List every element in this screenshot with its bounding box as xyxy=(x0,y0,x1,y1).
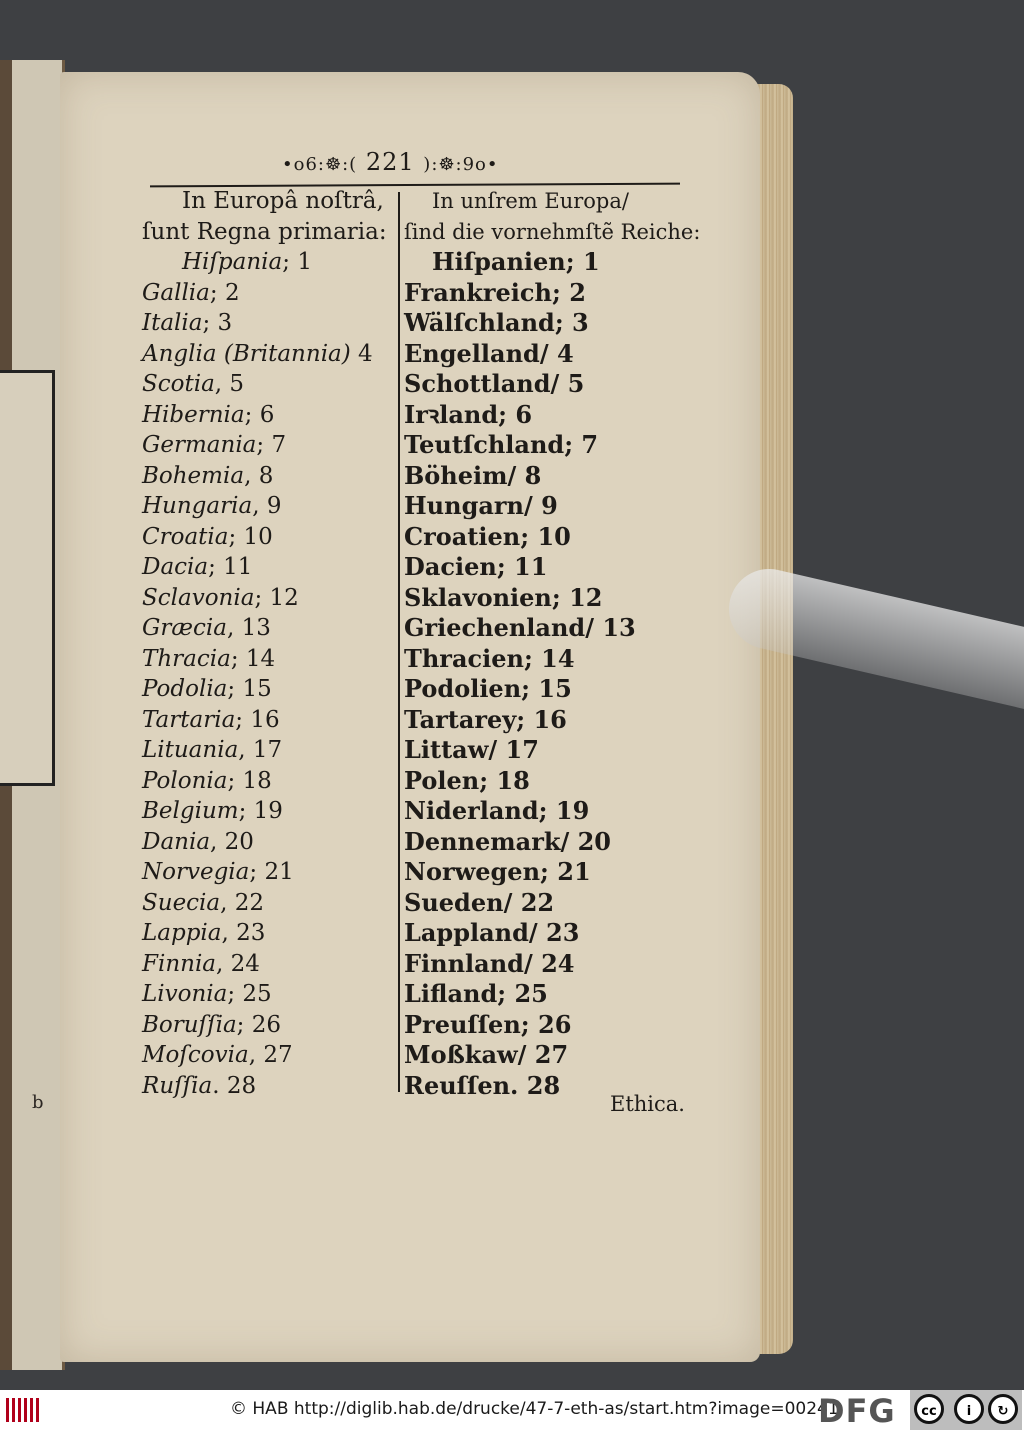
german-entry-name: Frankreich xyxy=(404,277,552,307)
latin-list xyxy=(142,247,392,1101)
german-entry-separator: / xyxy=(539,338,549,368)
german-entry xyxy=(404,247,694,278)
german-entry-name: Thracien xyxy=(404,643,524,673)
german-entry-name: Lappland xyxy=(404,918,529,947)
latin-entry xyxy=(142,278,392,309)
column-divider xyxy=(398,192,400,1092)
latin-entry-number: 15 xyxy=(242,676,272,702)
latin-entry-number: 14 xyxy=(245,645,276,672)
german-entry-separator: . xyxy=(510,1070,519,1100)
german-entry-separator: / xyxy=(585,613,594,642)
german-entry-number: 15 xyxy=(538,674,572,703)
latin-entry-number: 8 xyxy=(258,462,274,489)
german-entry-name: Irꝛland xyxy=(404,399,499,429)
german-entry-name: Sklavonien xyxy=(404,582,552,612)
latin-entry-number: 13 xyxy=(241,615,271,641)
latin-entry-number: 23 xyxy=(236,920,266,946)
latin-entry-separator: ; xyxy=(249,859,258,885)
page-number: 221 xyxy=(365,148,415,176)
german-entry-separator: ; xyxy=(554,308,564,337)
latin-entry-number: 2 xyxy=(224,279,240,306)
latin-entry-name: Moſcovia xyxy=(142,1042,249,1068)
german-entry-name: Preuſſen xyxy=(404,1009,521,1039)
footer-credit: © HAB http://diglib.hab.de/drucke/47-7-eth-as/start.htm?image=00241 xyxy=(230,1399,839,1419)
german-entry-number: 1 xyxy=(582,247,600,276)
latin-entry-name: Germania xyxy=(142,432,257,458)
facing-page-map-fragment xyxy=(0,370,55,786)
latin-entry xyxy=(142,522,392,553)
latin-entry-name: Anglia (Britannia) xyxy=(142,340,351,367)
latin-entry-number: 3 xyxy=(217,310,233,336)
german-entry-name: Norwegen xyxy=(404,857,541,886)
german-entry-separator: ; xyxy=(520,1009,530,1039)
german-entry xyxy=(404,400,694,431)
german-entry-separator: ; xyxy=(551,582,561,612)
german-entry-number: 10 xyxy=(537,521,571,551)
german-entry-number: 20 xyxy=(577,826,611,856)
latin-entry xyxy=(142,644,392,675)
latin-entry-name: Podolia xyxy=(142,676,228,702)
cc-icon: cc xyxy=(914,1394,944,1424)
latin-entry-separator: ; xyxy=(209,279,218,306)
german-entry-number: 24 xyxy=(541,948,575,978)
latin-heading-1: In Europâ noſtrâ, xyxy=(182,188,384,214)
german-column xyxy=(404,186,701,1101)
latin-entry-number: 6 xyxy=(259,401,275,428)
german-entry-separator: ; xyxy=(521,674,531,703)
latin-entry-separator: ; xyxy=(227,981,236,1007)
latin-entry xyxy=(142,674,392,705)
german-entry-name: Sueden xyxy=(404,887,504,917)
latin-entry xyxy=(142,918,392,949)
german-entry xyxy=(404,918,694,949)
latin-entry-name: Boruſſia xyxy=(142,1011,237,1038)
german-entry-separator: ; xyxy=(565,247,575,276)
latin-entry xyxy=(142,796,392,827)
latin-entry-number: 28 xyxy=(226,1072,257,1099)
german-entry-separator: ; xyxy=(479,765,489,795)
latin-entry xyxy=(142,857,392,888)
latin-entry xyxy=(142,308,392,339)
latin-entry-number: 4 xyxy=(358,340,373,367)
latin-entry xyxy=(142,827,392,858)
latin-entry xyxy=(142,583,392,614)
latin-entry xyxy=(142,949,392,980)
latin-entry xyxy=(142,979,392,1010)
latin-entry-number: 12 xyxy=(269,584,299,611)
latin-entry xyxy=(142,888,392,919)
german-entry-separator: ; xyxy=(538,796,548,825)
german-entry xyxy=(404,979,694,1010)
german-entry xyxy=(404,522,694,553)
latin-entry-separator: , xyxy=(244,462,252,489)
german-entry xyxy=(404,308,694,339)
german-entry-separator: / xyxy=(560,826,570,856)
german-entry xyxy=(404,796,694,827)
german-entry-name: Croatien xyxy=(404,521,521,551)
latin-entry-name: Gallia xyxy=(142,279,210,306)
german-entry-number: 7 xyxy=(581,430,599,459)
german-entry-number: 27 xyxy=(534,1040,569,1069)
german-entry-separator: / xyxy=(488,735,498,764)
latin-entry xyxy=(142,705,392,736)
german-entry xyxy=(404,705,694,736)
german-entry-name: Podolien xyxy=(404,674,522,703)
german-list xyxy=(404,247,694,1101)
latin-entry-number: 25 xyxy=(242,981,272,1007)
german-entry-number: 25 xyxy=(514,979,548,1008)
latin-entry-separator: ; xyxy=(244,401,253,428)
latin-entry-separator: , xyxy=(238,737,246,763)
german-entry-name: Schottland xyxy=(404,369,551,398)
german-entry xyxy=(404,888,694,919)
latin-entry-separator: ; xyxy=(235,706,244,733)
latin-entry-separator: , xyxy=(252,493,260,519)
german-entry-number: 19 xyxy=(555,796,590,825)
german-entry-separator: ; xyxy=(564,430,574,459)
by-icon: i xyxy=(954,1394,984,1424)
latin-entry xyxy=(142,339,392,370)
latin-entry-name: Livonia xyxy=(142,981,228,1007)
latin-entry-name: Norvegia xyxy=(142,859,250,885)
latin-entry-name: Hibernia xyxy=(142,401,245,428)
latin-entry xyxy=(142,552,392,583)
german-entry xyxy=(404,491,694,522)
catchword: Ethica. xyxy=(610,1092,685,1116)
german-entry xyxy=(404,949,694,980)
latin-entry-name: Dania xyxy=(142,828,211,855)
german-entry-name: Finnland xyxy=(404,948,524,978)
latin-entry-separator: ; xyxy=(230,645,239,672)
latin-entry-name: Lituania xyxy=(142,737,239,763)
header-ornament-left: •o6:☸:( xyxy=(282,154,358,175)
german-entry-name: Dennemark xyxy=(404,826,561,856)
german-entry-separator: / xyxy=(528,918,538,947)
latin-entry-separator: , xyxy=(210,828,218,855)
german-entry-number: 16 xyxy=(533,704,567,734)
latin-entry-separator: , xyxy=(221,920,229,946)
german-entry-number: 3 xyxy=(572,308,589,337)
latin-column xyxy=(142,186,392,1101)
latin-entry-name: Scotia xyxy=(142,371,215,397)
latin-entry-number: 11 xyxy=(223,554,253,580)
german-entry-name: Lifland xyxy=(404,979,498,1008)
latin-entry-number: 7 xyxy=(271,432,287,458)
german-entry-number: 9 xyxy=(541,491,558,520)
latin-entry-separator: , xyxy=(216,950,224,977)
latin-entry-separator: ; xyxy=(256,432,265,458)
german-entry-number: 2 xyxy=(569,277,586,307)
latin-entry-separator: ; xyxy=(208,554,216,580)
german-entry-separator: / xyxy=(523,948,533,978)
german-entry-name: Niderland xyxy=(404,796,539,825)
latin-entry-name: Dacia xyxy=(142,554,209,580)
latin-entry-number: 19 xyxy=(253,798,283,824)
latin-entry-number: 16 xyxy=(250,706,280,733)
latin-entry-separator: ; xyxy=(228,523,237,550)
german-entry-number: 4 xyxy=(556,338,574,368)
latin-entry-name: Ruſſia xyxy=(142,1072,213,1099)
latin-entry-separator: , xyxy=(248,1042,257,1068)
german-entry-name: Teutſchland xyxy=(404,430,565,459)
german-entry-number: 26 xyxy=(538,1009,572,1039)
german-entry xyxy=(404,613,694,644)
german-entry-separator: / xyxy=(503,887,513,917)
german-entry xyxy=(404,674,694,705)
latin-entry xyxy=(142,369,392,400)
latin-entry-number: 17 xyxy=(252,737,283,763)
latin-entry-name: Sclavonia xyxy=(142,584,255,611)
german-entry-separator: ; xyxy=(498,399,508,429)
german-entry xyxy=(404,827,694,858)
latin-entry-number: 20 xyxy=(224,828,254,855)
latin-entry xyxy=(142,1010,392,1041)
german-entry-number: 6 xyxy=(515,399,533,429)
german-entry-number: 18 xyxy=(496,765,530,795)
german-entry-separator: / xyxy=(550,369,560,398)
german-entry-number: 21 xyxy=(557,857,591,886)
latin-entry-name: Bohemia xyxy=(142,462,245,489)
german-entry-separator: / xyxy=(507,460,517,490)
latin-entry xyxy=(142,1040,392,1071)
header-ornament-right: ):☸:9o• xyxy=(423,154,499,175)
german-entry-separator: / xyxy=(524,491,533,520)
german-entry-separator: ; xyxy=(520,521,530,551)
german-entry-name: Reuſſen xyxy=(404,1070,511,1100)
latin-entry-separator: , xyxy=(226,615,235,641)
latin-entry xyxy=(142,247,392,278)
latin-entry-separator: , xyxy=(214,371,223,397)
german-entry xyxy=(404,461,694,492)
latin-entry-number: 21 xyxy=(264,859,294,885)
latin-entry-separator: . xyxy=(212,1072,220,1099)
latin-entry-separator: ; xyxy=(236,1011,245,1038)
latin-entry xyxy=(142,613,392,644)
latin-entry-number: 10 xyxy=(243,523,273,550)
german-entry-separator: ; xyxy=(551,277,561,307)
german-entry xyxy=(404,857,694,888)
latin-entry-separator: ; xyxy=(254,584,263,611)
german-entry-name: Böheim xyxy=(404,460,508,490)
german-entry-separator: ; xyxy=(523,643,533,673)
german-entry-separator: / xyxy=(517,1040,527,1069)
german-entry xyxy=(404,552,694,583)
latin-entry xyxy=(142,1071,392,1102)
latin-entry-number: 27 xyxy=(263,1042,293,1068)
latin-entry-name: Lappia xyxy=(142,920,222,946)
german-entry-number: 17 xyxy=(505,735,539,764)
german-entry xyxy=(404,1040,694,1071)
german-entry-name: Dacien xyxy=(404,552,497,581)
latin-entry-number: 22 xyxy=(234,889,265,916)
german-entry-name: Tartarey xyxy=(404,704,517,734)
german-entry xyxy=(404,339,694,370)
latin-entry-number: 5 xyxy=(229,371,245,397)
footer-bar xyxy=(0,1390,1024,1430)
german-entry-name: Polen xyxy=(404,765,480,795)
latin-entry xyxy=(142,491,392,522)
german-entry-name: Hiſpanien xyxy=(432,247,566,276)
german-entry xyxy=(404,369,694,400)
latin-entry xyxy=(142,400,392,431)
latin-entry-separator: ; xyxy=(238,798,247,824)
german-heading-1: In unſrem Europa/ xyxy=(432,189,629,213)
german-entry-separator: ; xyxy=(496,552,506,581)
latin-entry-name: Hungaria xyxy=(142,493,253,519)
latin-entry-number: 24 xyxy=(230,950,260,977)
sa-icon: ↻ xyxy=(988,1394,1018,1424)
latin-entry xyxy=(142,766,392,797)
german-entry-number: 5 xyxy=(567,369,585,398)
latin-entry-separator: ; xyxy=(227,767,236,794)
latin-entry xyxy=(142,461,392,492)
german-entry xyxy=(404,278,694,309)
latin-entry-number: 26 xyxy=(251,1011,281,1038)
german-entry-name: Hungarn xyxy=(404,491,524,520)
latin-entry-separator: ; xyxy=(227,676,236,702)
latin-entry xyxy=(142,735,392,766)
latin-entry-name: Græcia xyxy=(142,615,227,641)
german-entry-name: Griechenland xyxy=(404,613,586,642)
german-entry xyxy=(404,1010,694,1041)
latin-entry-number: 1 xyxy=(297,249,312,275)
german-entry-name: Littaw xyxy=(404,735,489,764)
latin-entry-separator: , xyxy=(220,889,228,916)
latin-entry-name: Hiſpania xyxy=(182,249,283,275)
german-entry xyxy=(404,735,694,766)
german-entry-separator: ; xyxy=(516,704,526,734)
german-entry xyxy=(404,644,694,675)
german-entry xyxy=(404,766,694,797)
german-entry xyxy=(404,430,694,461)
german-entry-number: 23 xyxy=(546,918,580,947)
facing-page-letter: b xyxy=(32,1092,44,1113)
latin-entry-separator: ; xyxy=(202,310,211,336)
hab-logo-icon xyxy=(6,1398,40,1422)
latin-entry-number: 18 xyxy=(242,767,272,794)
latin-heading-2: ſunt Regna primaria: xyxy=(142,218,387,245)
german-entry-name: Moßkaw xyxy=(404,1040,518,1069)
german-entry-separator: ; xyxy=(497,979,507,1008)
german-entry-number: 22 xyxy=(520,887,555,917)
latin-entry-name: Tartaria xyxy=(142,706,236,733)
german-entry-name: Engelland xyxy=(404,338,540,368)
german-entry-number: 14 xyxy=(541,643,575,673)
german-entry-name: Wälſchland xyxy=(404,308,555,337)
dfg-logo: DFG xyxy=(818,1392,896,1430)
latin-entry-name: Croatia xyxy=(142,523,229,550)
german-entry-number: 13 xyxy=(602,613,636,642)
german-entry-number: 12 xyxy=(569,582,603,612)
latin-entry xyxy=(142,430,392,461)
latin-entry-name: Thracia xyxy=(142,645,231,672)
latin-entry-name: Belgium xyxy=(142,798,239,824)
latin-entry-number: 9 xyxy=(266,493,282,519)
german-entry-separator: ; xyxy=(540,857,549,886)
german-entry-number: 11 xyxy=(514,552,548,581)
latin-entry-name: Italia xyxy=(142,310,203,336)
german-entry-number: 28 xyxy=(526,1070,561,1100)
page-header xyxy=(282,148,499,176)
latin-entry-separator: ; xyxy=(282,249,290,275)
german-entry-number: 8 xyxy=(524,460,542,490)
german-heading-2: ſind die vornehmſtẽ Reiche: xyxy=(404,219,701,244)
german-entry xyxy=(404,583,694,614)
latin-entry-name: Suecia xyxy=(142,889,221,916)
latin-entry-name: Finnia xyxy=(142,950,217,977)
latin-entry-name: Polonia xyxy=(142,767,228,794)
